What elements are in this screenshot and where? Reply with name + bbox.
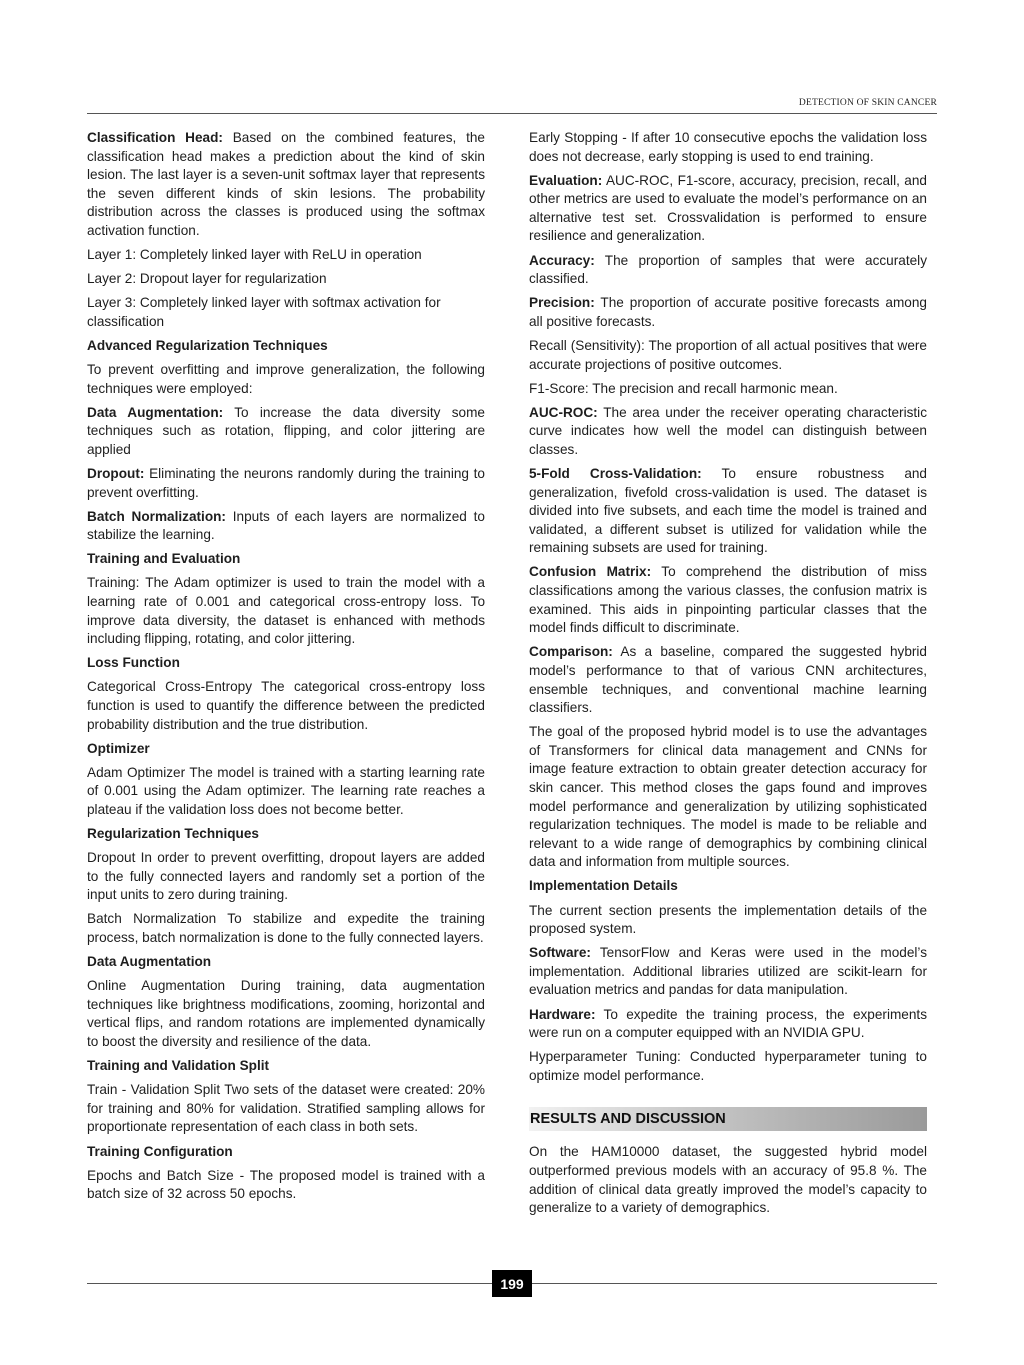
classification-head-text: Based on the combined features, the classification head makes a prediction about the kind of skin lesion. The last layer is a seven-unit softmax layer that represents the seven different kinds of skin lesions. The probability distribution across the classes is produced using the softmax activation function. [87,130,485,238]
comparison-label: Comparison: [529,644,613,660]
training-validation-split-text: Train - Validation Split Two sets of the dataset were created: 20% for training and 80% for validation. Stratified sampling allows for proportionate representation of each class in both sets. [87,1082,485,1135]
advanced-regularization-heading: Advanced Regularization Techniques [87,337,328,353]
results-section-bar [529,1107,927,1131]
classification-head-paragraph [87,129,485,241]
training-configuration-heading: Training Configuration [87,1143,233,1159]
accuracy-paragraph [529,252,927,289]
evaluation-paragraph [529,172,927,246]
right-column [529,129,927,1223]
f1-score-text: F1-Score: The precision and recall harmonic mean. [529,380,838,396]
data-augmentation-text: To increase the data diversity some techniques such as rotation, flipping, and color jittering are applied [87,404,485,457]
auc-roc-label: AUC-ROC: [529,404,598,420]
classification-head-label: Classification Head: [87,130,223,145]
regularization-techniques-heading: Regularization Techniques [87,826,259,842]
cross-validation-label: 5-Fold Cross-Validation: [529,466,702,481]
auc-roc-paragraph [529,404,927,460]
page-number: 199 [492,1270,532,1297]
dropout-paragraph [87,465,485,502]
layer-2-text: Layer 2: Dropout layer for regularization [87,271,327,287]
loss-function-heading: Loss Function [87,655,180,671]
implementation-details-text: The current section presents the implementation details of the proposed system. [529,902,927,937]
results-text: On the HAM10000 dataset, the suggested hybrid model outperformed previous models with an accuracy of 95.8 %. The addition of clinical data greatly improved the model’s capacity to generalize to a variety of demographics. [529,1144,927,1216]
layer-1-text: Layer 1: Completely linked layer with ReLU in operation [87,247,422,263]
data-augmentation-online-text: Online Augmentation During training, data augmentation techniques like brightness modifications, zooming, horizontal and vertical flips, and random rotations are implemented dynamically to boost the diversity and resilience of the data. [87,978,485,1050]
header-rule [87,113,937,114]
auc-roc-text: The area under the receiver operating characteristic curve indicates how well the model can distinguish between classes. [529,404,927,457]
data-augmentation-label: Data Augmentation: [87,404,224,420]
left-column [87,129,485,1209]
hardware-label: Hardware: [529,1006,596,1022]
software-text: TensorFlow and Keras were used in the model’s implementation. Additional libraries utilized are scikit-learn for evaluation metrics and pandas for data manipulation. [529,945,927,998]
evaluation-text: AUC-ROC, F1-score, accuracy, precision, recall, and other metrics are used to evaluate the model’s performance on an alternative test set. Crossvalidation is performed to ensure resilience and generalization. [529,172,927,244]
advanced-regularization-intro: To prevent overfitting and improve generalization, the following techniques were employed: [87,362,485,396]
batch-normalization-text: Inputs of each layers are normalized to stabilize the learning. [87,508,485,543]
evaluation-label: Evaluation: [529,172,603,188]
confusion-matrix-paragraph [529,563,927,637]
dropout-text: Eliminating the neurons randomly during the training to prevent overfitting. [87,466,485,500]
confusion-matrix-text: To comprehend the distribution of miss classifications among the various classes, the confusion matrix is examined. This aids in pinpointing particular classes that the model finds difficult to discriminate. [529,564,927,636]
precision-text: The proportion of accurate positive forecasts among all positive forecasts. [529,295,927,329]
precision-paragraph [529,294,927,331]
regularization-batch-norm-text: Batch Normalization To stabilize and expedite the training process, batch normalization is done to the fully connected layers. [87,911,485,946]
batch-normalization-label: Batch Normalization: [87,508,226,524]
training-evaluation-text: Training: The Adam optimizer is used to train the model with a learning rate of 0.001 and categorical cross-entropy loss. To improve data diversity, the dataset is enhanced with methods including flipping, rotating, and color jittering. [87,575,485,647]
regularization-dropout-text: Dropout In order to prevent overfitting, dropout layers are added to the fully connected layers and randomly set a portion of the input units to zero during training. [87,850,485,903]
optimizer-text: Adam Optimizer The model is trained with a starting learning rate of 0.001 using the Adam optimizer. The learning rate reaches a plateau if the validation loss does not become better. [87,764,485,817]
loss-function-text: Categorical Cross-Entropy The categorical cross-entropy loss function is used to quantify the difference between the predicted probability distribution and the true distribution. [87,679,485,732]
hardware-text: To expedite the training process, the experiments were run on a computer equipped with an NVIDIA GPU. [529,1006,927,1041]
optimizer-heading: Optimizer [87,740,150,756]
hardware-paragraph [529,1006,927,1043]
data-augmentation-heading: Data Augmentation [87,954,212,970]
cross-validation-text: To ensure robustness and generalization, fivefold cross-validation is used. The dataset is divided into five subsets, and each time the model is trained and validated, a different subset is utilized for validation while the remaining subsets are used for training. [529,466,927,556]
results-heading: RESULTS AND DISCUSSION [530,1111,726,1128]
software-paragraph [529,944,927,1000]
accuracy-label: Accuracy: [529,252,595,268]
precision-label: Precision: [529,295,595,311]
training-configuration-text: Epochs and Batch Size - The proposed model is trained with a batch size of 32 across 50 epochs. [87,1167,485,1202]
confusion-matrix-label: Confusion Matrix: [529,564,652,580]
data-augmentation-paragraph [87,404,485,460]
cross-validation-paragraph [529,465,927,558]
training-evaluation-heading: Training and Evaluation [87,551,241,567]
training-validation-split-heading: Training and Validation Split [87,1058,270,1074]
comparison-text: As a baseline, compared the suggested hybrid model’s performance to that of various CNN architectures, ensemble techniques, and conventional machine learning classifiers. [529,644,927,716]
running-head: DETECTION OF SKIN CANCER [798,98,937,108]
batch-normalization-paragraph [87,508,485,545]
recall-text: Recall (Sensitivity): The proportion of all actual positives that were accurate projections of positive outcomes. [529,337,927,372]
early-stopping-text: Early Stopping - If after 10 consecutive epochs the validation loss does not decrease, early stopping is used to end training. [529,130,927,164]
dropout-label: Dropout: [87,466,145,481]
software-label: Software: [529,945,591,961]
hyperparameter-tuning-text: Hyperparameter Tuning: Conducted hyperparameter tuning to optimize model performance. [529,1049,927,1083]
goal-text: The goal of the proposed hybrid model is to use the advantages of Transformers for clinical data management and CNNs for image feature extraction to obtain greater detection accuracy for skin cancer. This method closes the gaps found and improves model performance and generalization by utilizing sophisticated regularization techniques. The model is made to be reliable and relevant to a wide range of demographics by combining clinical data and information from multiple sources. [529,724,927,870]
accuracy-text: The proportion of samples that were accurately classified. [529,252,927,287]
comparison-paragraph [529,643,927,717]
layer-3-text: Layer 3: Completely linked layer with softmax activation for classification [87,295,441,329]
implementation-details-heading: Implementation Details [529,878,678,894]
